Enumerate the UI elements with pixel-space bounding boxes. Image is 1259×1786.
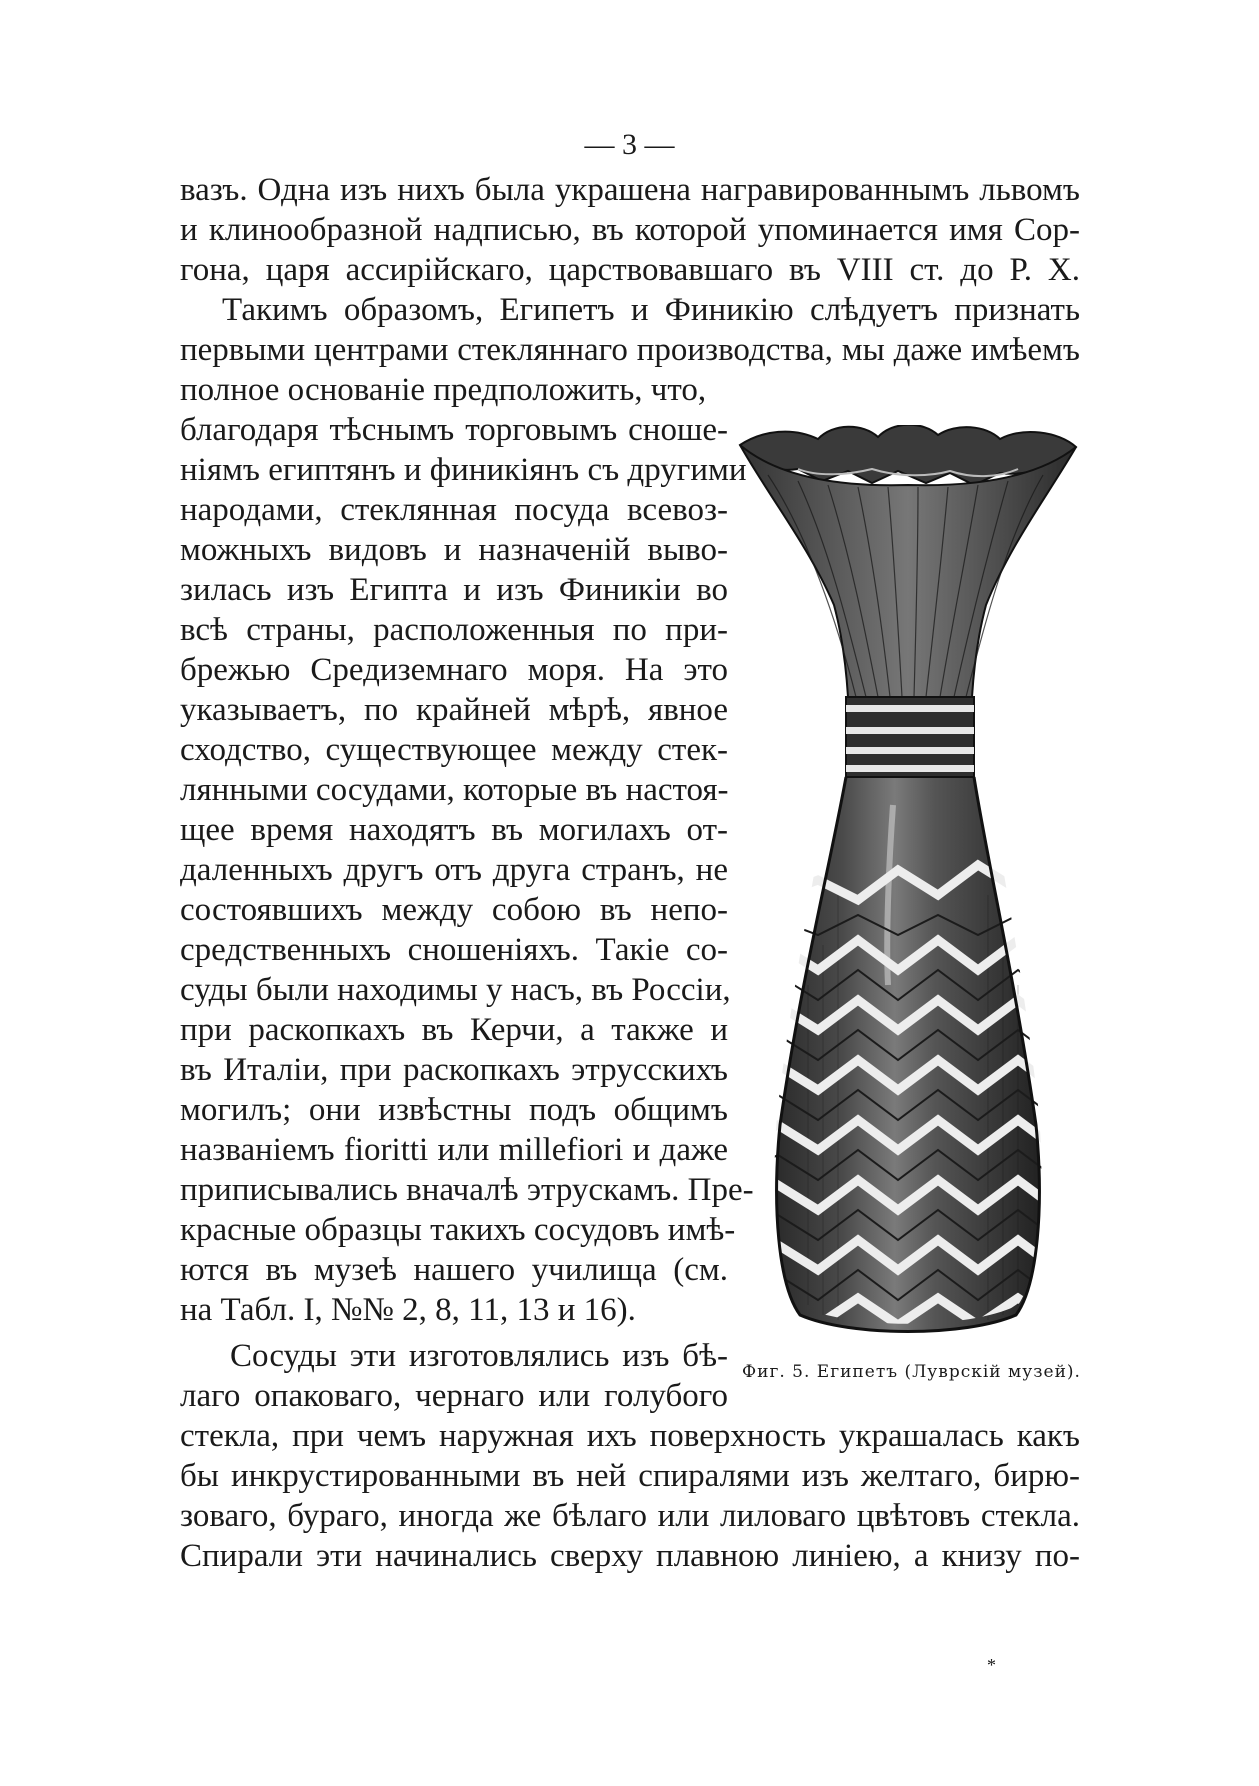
figure-caption: Фиг. 5. Египетъ (Луврскій музей). (742, 1362, 1081, 1382)
text-line: при раскопкахъ въ Керчи, а также и (180, 1012, 728, 1048)
text-line: зоваго, бураго, иногда же бѣлаго или лиловаго цвѣтовъ стекла. (180, 1498, 1080, 1534)
text-line: ніямъ египтянъ и финикіянъ съ другими (180, 452, 747, 488)
text-line: на Табл. I, №№ 2, 8, 11, 13 и 16). (180, 1292, 636, 1328)
text-line: Такимъ образомъ, Египетъ и Финикію слѣдуетъ признать (222, 292, 1080, 328)
text-line: указываетъ, по крайней мѣрѣ, явное (180, 692, 728, 728)
text-line: ются въ музеѣ нашего училища (см. (180, 1252, 728, 1288)
text-line: лаго опаковаго, чернаго или голубого (180, 1378, 728, 1414)
text-line: суды были находимы у насъ, въ Россіи, (180, 972, 731, 1008)
text-line: въ Италіи, при раскопкахъ этрусскихъ (180, 1052, 728, 1088)
text-line: сходство, существующее между стек- (180, 732, 728, 768)
text-line: народами, стеклянная посуда всевоз- (180, 492, 728, 528)
text-line: благодаря тѣснымъ торговымъ сноше- (180, 412, 728, 448)
egyptian-vase-engraving-icon (738, 425, 1078, 1335)
text-line: средственныхъ сношеніяхъ. Такіе со- (180, 932, 728, 968)
text-line: названіемъ fioritti или millefiori и даже (180, 1132, 728, 1168)
text-line: первыми центрами стекляннаго производства, мы даже имѣемъ (180, 332, 1080, 368)
text-line: приписывались вначалѣ этрускамъ. Пре- (180, 1172, 754, 1208)
text-line: даленныхъ другъ отъ друга странъ, не (180, 852, 728, 888)
text-line: гона, царя ассирійскаго, царствовавшаго въ VIII ст. до Р. Х. (180, 252, 1080, 288)
text-line: состоявшихъ между собою въ непо- (180, 892, 728, 928)
text-line: можныхъ видовъ и назначеній выво- (180, 532, 728, 568)
text-line: зилась изъ Египта и изъ Финикіи во (180, 572, 728, 608)
footer-mark: * (987, 1655, 996, 1675)
figure-vase (738, 425, 1078, 1335)
text-line: Спирали эти начинались сверху плавною линіею, а книзу по- (180, 1538, 1080, 1574)
text-line: могилъ; они извѣстны подъ общимъ (180, 1092, 728, 1128)
text-line: и клинообразной надписью, въ которой упоминается имя Сор- (180, 212, 1080, 248)
text-line: вазъ. Одна изъ нихъ была украшена награвированнымъ львомъ (180, 172, 1080, 208)
text-line: брежью Средиземнаго моря. На это (180, 652, 728, 688)
text-line: щее время находятъ въ могилахъ от- (180, 812, 728, 848)
text-line: всѣ страны, расположенныя по при- (180, 612, 728, 648)
text-line: красные образцы такихъ сосудовъ имѣ- (180, 1212, 736, 1248)
text-line: стекла, при чемъ наружная ихъ поверхность украшалась какъ (180, 1418, 1080, 1454)
text-line: бы инкрустированными въ ней спиралями изъ желтаго, бирю- (180, 1458, 1080, 1494)
text-line: полное основаніе предположить, что, (180, 372, 707, 408)
page-number: — 3 — (584, 128, 675, 161)
text-line: Сосуды эти изготовлялись изъ бѣ- (230, 1338, 728, 1374)
text-line: лянными сосудами, которые въ настоя- (180, 772, 729, 808)
